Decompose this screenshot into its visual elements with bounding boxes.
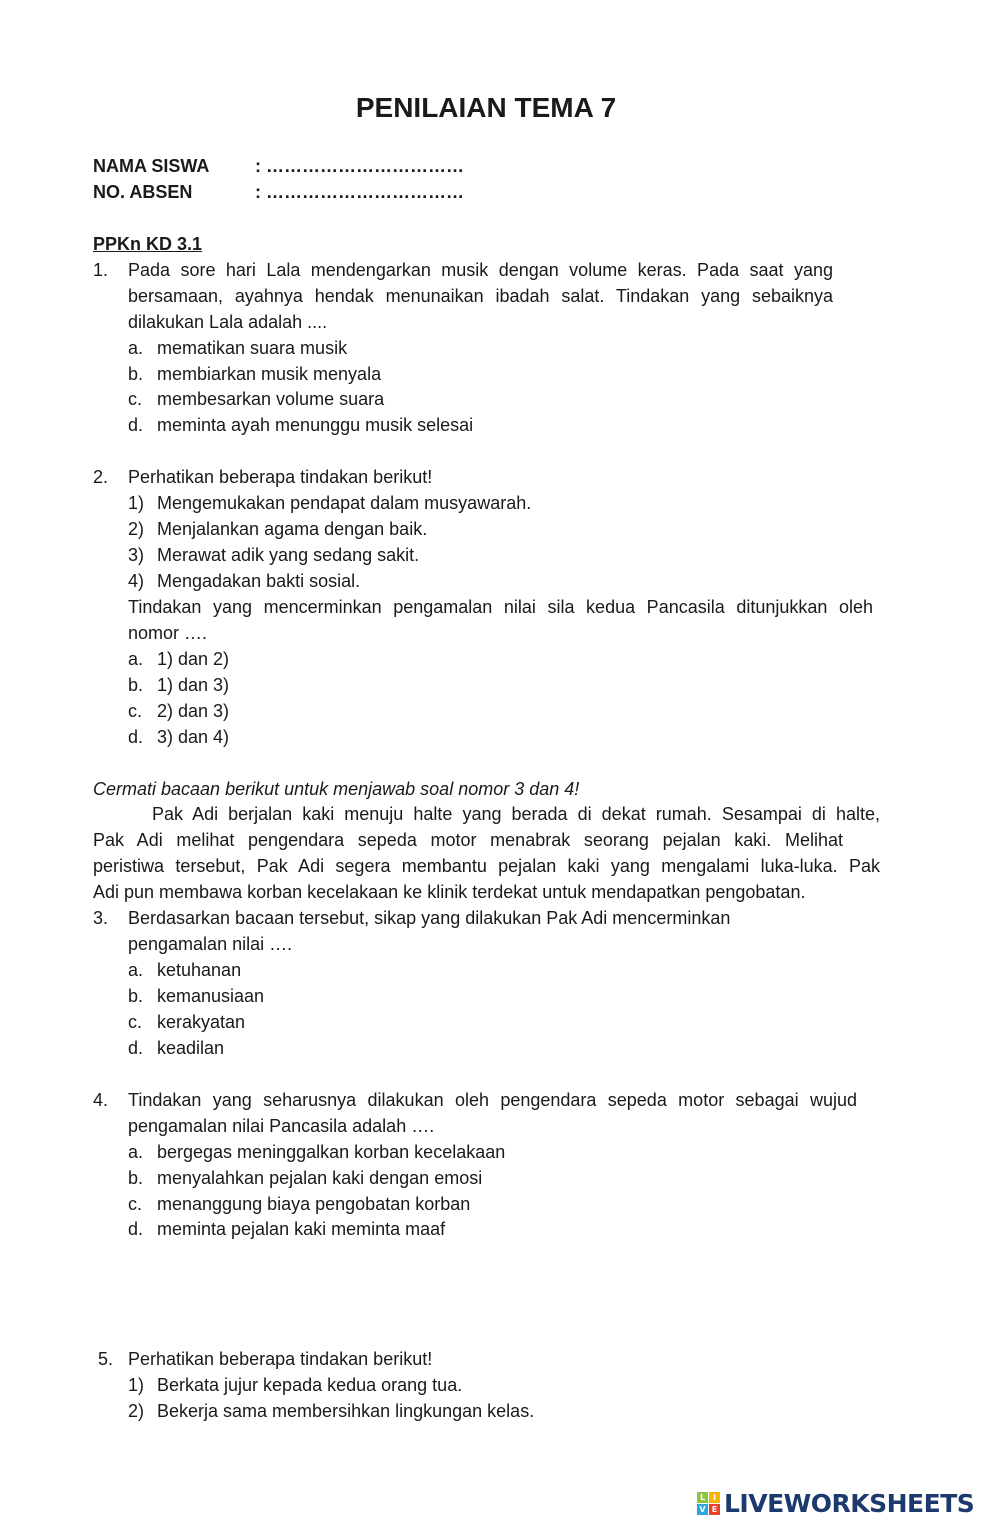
question-4: 4. Tindakan yang seharusnya dilakukan oleh pengendara sepeda motor sebagai wujud — [93, 1089, 857, 1110]
option[interactable]: b. kemanusiaan — [128, 986, 265, 1006]
option[interactable]: b. 1) dan 3) — [128, 674, 230, 695]
option[interactable]: b. menyalahkan pejalan kaki dengan emosi — [128, 1167, 483, 1188]
name-blank[interactable]: : …………………………… — [255, 156, 464, 176]
list-item: 2) Menjalankan agama dengan baik. — [128, 519, 428, 540]
option[interactable]: c. 2) dan 3) — [128, 700, 230, 721]
passage-line: Pak Adi melihat pengendara sepeda motor menabrak seorang pejalan kaki. Melihat — [93, 830, 843, 851]
option[interactable]: d. meminta pejalan kaki meminta maaf — [128, 1219, 446, 1240]
passage-line: Pak Adi berjalan kaki menuju halte yang berada di dekat rumah. Sesampai di halte, — [152, 804, 880, 825]
question-2: 2. Perhatikan beberapa tindakan berikut! — [93, 467, 433, 488]
worksheet-page: PENILAIAN TEMA 7 NAMA SISWA : …………………………… NO. ABSEN : …………………………… PPKn KD 3.1 1. Pada sore hari Lala mendengarkan musik dengan volume keras. Pada saat yang bersamaan, ayahnya hendak menunaikan ibadah salat. Tindakan yang sebaiknya dilakukan Lala adalah .... a. mematikan suara musik b. membiarkan musik menyala c. membesarkan volume suara d. meminta ayah menunggu musik selesai 2. Perhatikan beberapa tindakan berikut! 1) Mengemukakan pendapat dalam musyawarah. 2) Menjalankan agama dengan baik. 3) Merawat adik yang sedang sakit. 4) Mengadakan bakti sosial. Tindakan yang mencerminkan pengamalan nilai sila kedua Pancasila ditunjukkan oleh nomor …. a. 1) dan 2) b. 1) dan 3) c. 2) dan 3) d. 3) dan 4) Cermati bacaan berikut untuk menjawab soal nomor 3 dan 4! Pak Adi berjalan kaki menuju halte yang berada di dekat rumah. Sesampai di halte, Pak Adi melihat pengendara sepeda motor menabrak seorang pejalan kaki. Melihat peristiwa tersebut, Pak Adi segera membantu pejalan kaki yang mengalami luka-luka. Pak Adi pun membawa korban kecelakaan ke klinik terdekat untuk mendapatkan pengobatan. 3. Berdasarkan bacaan tersebut, sikap yang dilakukan Pak Adi mencerminkan pengamalan nilai …. a. ketuhanan b. kemanusiaan c. kerakyatan d. keadilan 4. Tindakan yang seharusnya dilakukan oleh pengendara sepeda motor sebagai wujud pengamalan nilai Pancasila adalah …. a. bergegas meninggalkan korban kecelakaan b. menyalahkan pejalan kaki dengan emosi c. menanggung biaya pengobatan korban d. meminta pejalan kaki meminta maaf 5. Perhatikan beberapa tindakan berikut! 1) Berkata jujur kepada kedua orang tua. 2) Bekerja sama membersihkan lingkungan kelas. L I V E LIVEWORKSHEETS — [0, 0, 1000, 1525]
option[interactable]: d. meminta ayah menunggu musik selesai — [128, 415, 474, 436]
option[interactable]: c. membesarkan volume suara — [128, 389, 385, 410]
instruction: Cermati bacaan berikut untuk menjawab soal nomor 3 dan 4! — [93, 778, 580, 799]
logo-icon: L I V E — [697, 1492, 720, 1515]
option[interactable]: a. 1) dan 2) — [128, 648, 230, 669]
passage-line: Adi pun membawa korban kecelakaan ke klinik terdekat untuk mendapatkan pengobatan. — [93, 882, 806, 903]
name-field: NAMA SISWA : …………………………… — [93, 156, 464, 176]
page-title: PENILAIAN TEMA 7 — [355, 92, 617, 123]
absen-blank[interactable]: : …………………………… — [255, 181, 464, 202]
question-1: 1. Pada sore hari Lala mendengarkan musik dengan volume keras. Pada saat yang — [93, 259, 833, 280]
option[interactable]: c. kerakyatan — [128, 1011, 246, 1032]
list-item: 1) Berkata jujur kepada kedua orang tua. — [128, 1375, 463, 1396]
absen-field: NO. ABSEN : …………………………… — [93, 181, 464, 202]
list-item: 4) Mengadakan bakti sosial. — [128, 571, 361, 591]
list-item: 3) Merawat adik yang sedang sakit. — [128, 545, 420, 566]
question-3: 3. Berdasarkan bacaan tersebut, sikap yang dilakukan Pak Adi mencerminkan — [93, 908, 731, 929]
section-heading: PPKn KD 3.1 — [93, 233, 203, 254]
list-item: 1) Mengemukakan pendapat dalam musyawarah. — [128, 493, 532, 514]
option[interactable]: a. ketuhanan — [128, 960, 242, 981]
liveworksheets-logo: L I V E LIVEWORKSHEETS — [697, 1489, 974, 1518]
passage-line: peristiwa tersebut, Pak Adi segera membantu pejalan kaki yang mengalami luka-luka. Pak — [93, 856, 880, 877]
option[interactable]: d. keadilan — [128, 1037, 225, 1058]
question-5: 5. Perhatikan beberapa tindakan berikut! — [98, 1349, 433, 1370]
list-item: 2) Bekerja sama membersihkan lingkungan kelas. — [128, 1401, 535, 1421]
option[interactable]: c. menanggung biaya pengobatan korban — [128, 1193, 471, 1214]
option[interactable]: a. mematikan suara musik — [128, 337, 348, 358]
option[interactable]: b. membiarkan musik menyala — [128, 363, 382, 384]
option[interactable]: d. 3) dan 4) — [128, 726, 230, 747]
option[interactable]: a. bergegas meninggalkan korban kecelakaan — [128, 1141, 506, 1162]
